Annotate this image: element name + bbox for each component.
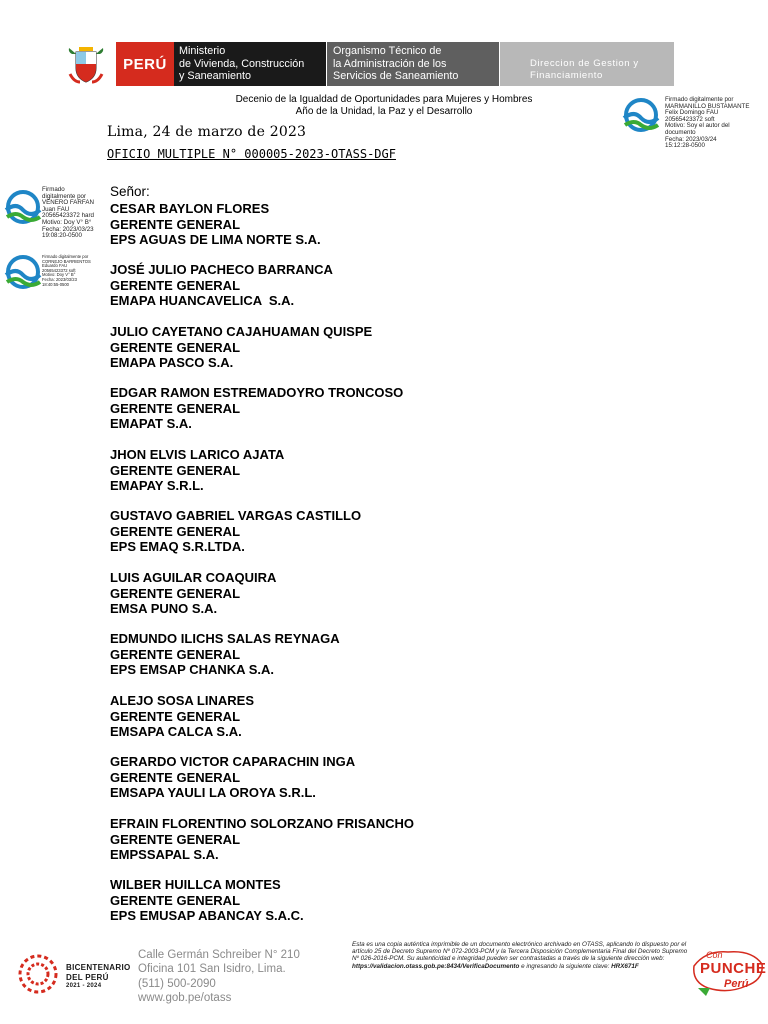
- footer-legal-notice: [352, 941, 688, 970]
- recipient-company: EPS EMAQ S.R.LTDA.: [110, 539, 245, 554]
- recipient-name: EDMUNDO ILICHS SALAS REYNAGA: [110, 631, 340, 646]
- bicentenario-years: 2021 - 2024: [66, 983, 102, 989]
- recipient-block: [110, 262, 333, 309]
- otass-signature-logo-icon: [4, 190, 42, 226]
- recipient-role: GERENTE GENERAL: [110, 646, 241, 662]
- digital-signature-text: Firmado digitalmente por CORNEJO BARRIENTOS Eduardo FAU 20565423372 soft Motivo: Doy V° B° Fecha: 2023/03/23 18:40:55-0500: [42, 254, 91, 287]
- direction-label: Direccion de Gestion y Financiamiento: [500, 42, 674, 86]
- recipient-role: GERENTE GENERAL: [110, 216, 241, 232]
- recipient-block: [110, 385, 403, 432]
- recipient-role: GERENTE GENERAL: [110, 523, 241, 539]
- recipient-name: GUSTAVO GABRIEL VARGAS CASTILLO: [110, 508, 362, 523]
- otass-signature-logo-icon: [4, 255, 42, 291]
- digital-signature-text: Firmado digitalmente por VENERO FARFAN Juan FAU 20565423372 hard Motivo: Doy V° B° Fecha: 2023/03/23 19:08:20-0500: [42, 186, 94, 240]
- verification-link[interactable]: https://validacion.otass.gob.pe:8434/VerificaDocumento: [352, 962, 520, 970]
- ministry-label: Ministerio de Vivienda, Construcción y Saneamiento: [174, 42, 326, 86]
- bicentenario-icon: [16, 952, 62, 996]
- decenio-text: Decenio de la Igualdad de Oportunidades para Mujeres y Hombres Año de la Unidad, la Paz y el Desarrollo: [235, 94, 533, 117]
- footer-address: Calle Germán Schreiber N° 210 Oficina 101 San Isidro, Lima. (511) 500-2090 www.gob.pe/otass: [138, 949, 300, 1004]
- recipient-block: [110, 816, 414, 863]
- recipient-company: EMAPA HUANCAVELICA S.A.: [110, 293, 295, 308]
- recipient-role: GERENTE GENERAL: [110, 400, 241, 416]
- recipient-role: GERENTE GENERAL: [110, 708, 241, 724]
- recipient-name: EDGAR RAMON ESTREMADOYRO TRONCOSO: [110, 385, 404, 400]
- letter-date: Lima, 24 de marzo de 2023: [107, 124, 307, 140]
- recipient-block: [110, 877, 304, 924]
- recipient-role: GERENTE GENERAL: [110, 585, 241, 601]
- recipient-block: [110, 201, 321, 248]
- recipient-company: EPS EMUSAP ABANCAY S.A.C.: [110, 908, 304, 923]
- digital-signature-text: Firmado digitalmente por MARMANILLO BUSTAMANTE Felix Domingo FAU 20565423372 soft Motivo: Soy el autor del documento Fecha: 2023/03/24 15:12:28-0500: [665, 96, 750, 150]
- coat-of-arms-icon: [66, 44, 106, 86]
- recipient-role: GERENTE GENERAL: [110, 462, 241, 478]
- recipient-company: EMPSSAPAL S.A.: [110, 847, 219, 862]
- recipient-company: EMSA PUNO S.A.: [110, 601, 218, 616]
- recipient-role: GERENTE GENERAL: [110, 339, 241, 355]
- recipient-role: GERENTE GENERAL: [110, 892, 241, 908]
- punche-word: PUNCHE: [700, 960, 767, 977]
- verification-key: HRX671F: [611, 962, 639, 970]
- recipient-block: [110, 447, 284, 494]
- recipient-role: GERENTE GENERAL: [110, 277, 241, 293]
- salutation: Señor:: [110, 184, 150, 199]
- bicentenario-line1: BICENTENARIO: [66, 963, 131, 972]
- recipient-company: EMAPA PASCO S.A.: [110, 355, 234, 370]
- recipient-name: EFRAIN FLORENTINO SOLORZANO FRISANCHO: [110, 816, 415, 831]
- punche-peru: Perú: [724, 978, 749, 990]
- legal-mid: e ingresando la siguiente clave:: [519, 962, 610, 970]
- recipient-company: EMSAPA YAULI LA OROYA S.R.L.: [110, 785, 316, 800]
- recipient-name: WILBER HUILLCA MONTES: [110, 877, 281, 892]
- recipient-name: ALEJO SOSA LINARES: [110, 693, 254, 708]
- agency-label: Organismo Técnico de la Administración de los Servicios de Saneamiento: [327, 42, 499, 86]
- recipient-company: EMAPAY S.R.L.: [110, 478, 204, 493]
- recipient-name: JHON ELVIS LARICO AJATA: [110, 447, 285, 462]
- punche-con: Con: [706, 950, 723, 960]
- recipient-block: [110, 324, 372, 371]
- recipient-company: EMSAPA CALCA S.A.: [110, 724, 242, 739]
- recipient-role: GERENTE GENERAL: [110, 831, 241, 847]
- con-punche-peru-logo: [688, 944, 766, 1000]
- recipient-name: LUIS AGUILAR COAQUIRA: [110, 570, 277, 585]
- recipient-block: [110, 508, 361, 555]
- bicentenario-line2: DEL PERÚ: [66, 972, 109, 982]
- recipient-name: GERARDO VICTOR CAPARACHIN INGA: [110, 754, 356, 769]
- recipient-company: EPS EMSAP CHANKA S.A.: [110, 662, 274, 677]
- recipient-name: JOSÉ JULIO PACHECO BARRANCA: [110, 262, 333, 277]
- recipient-block: [110, 570, 276, 617]
- recipient-company: EMAPAT S.A.: [110, 416, 192, 431]
- legal-text: Esta es una copia auténtica imprimible de un documento electrónico archivado en OTASS, aplicando lo dispuesto por el artículo 25 de Decreto Supremo Nº 072-2003-PCM y la Tercera Disposición Complementaria Final del Decreto Supremo Nº 026-2016-PCM. Su autenticidad e integridad pueden ser contrastadas a través de la siguiente dirección web:: [352, 941, 688, 963]
- recipient-role: GERENTE GENERAL: [110, 769, 241, 785]
- peru-badge: PERÚ: [116, 42, 174, 86]
- recipient-name: CESAR BAYLON FLORES: [110, 201, 270, 216]
- recipient-block: [110, 631, 340, 678]
- recipient-company: EPS AGUAS DE LIMA NORTE S.A.: [110, 232, 321, 247]
- recipient-block: [110, 754, 355, 801]
- recipient-block: [110, 693, 254, 740]
- oficio-reference: OFICIO MULTIPLE N° 000005-2023-OTASS-DGF: [107, 147, 396, 161]
- otass-signature-logo-icon: [622, 98, 660, 134]
- bicentenario-logo: [16, 952, 136, 996]
- recipient-name: JULIO CAYETANO CAJAHUAMAN QUISPE: [110, 324, 373, 339]
